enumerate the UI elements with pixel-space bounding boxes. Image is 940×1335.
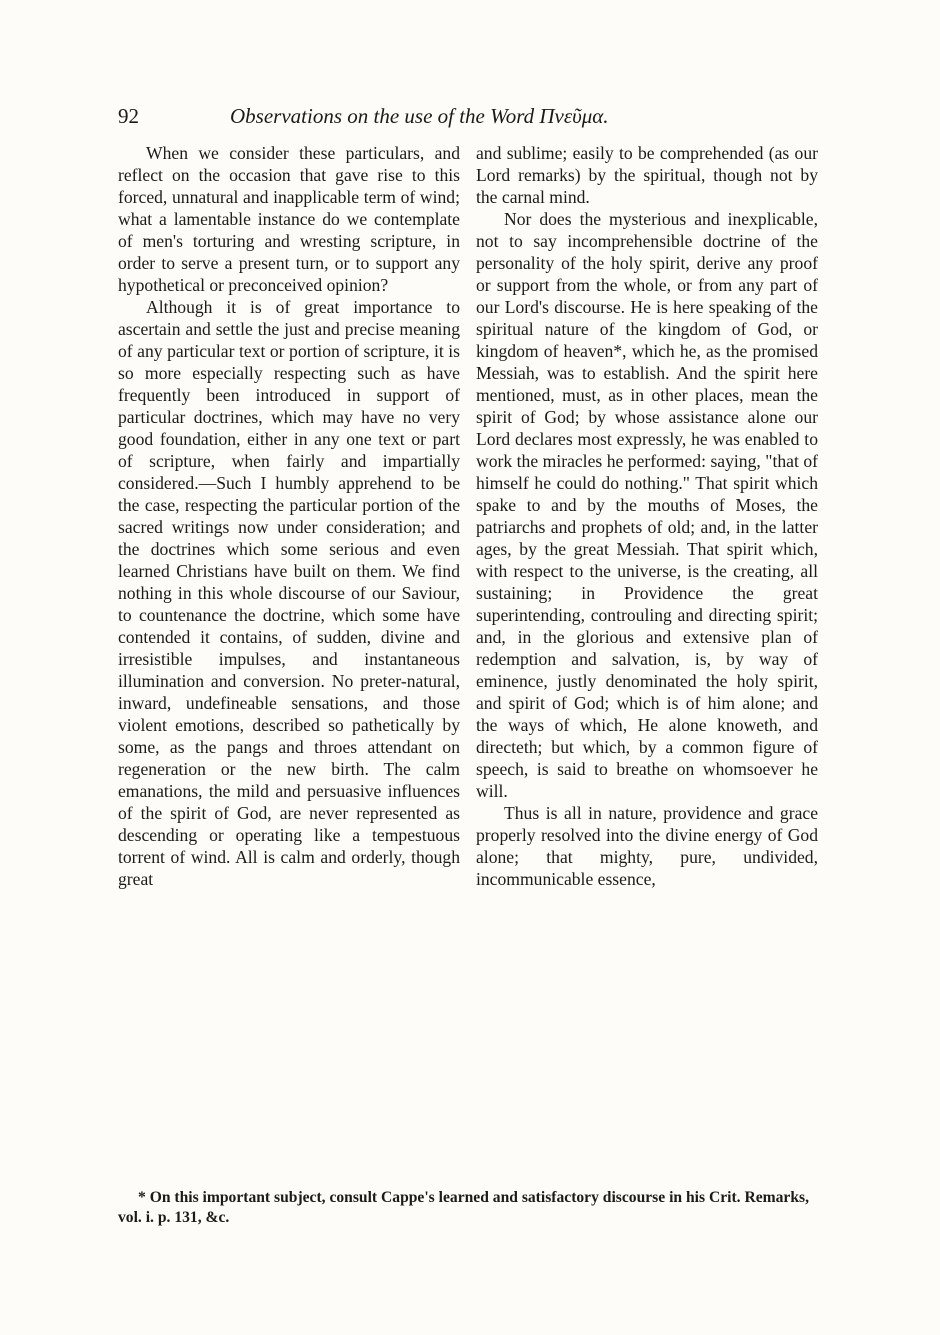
left-column — [118, 142, 460, 1176]
paragraph: and sublime; easily to be comprehended (as our Lord remarks) by the spiritual, though not by the carnal mind. — [476, 143, 818, 207]
page-header — [118, 104, 818, 134]
page-number: 92 — [118, 104, 139, 128]
footnote-text: * On this important subject, consult Cappe's learned and satisfactory discourse in his Crit. Remarks, vol. i. p. 131, &c. — [118, 1189, 809, 1226]
paragraph: Nor does the mysterious and inexplicable, not to say incomprehensible doctrine of the personality of the holy spirit, derive any proof or support from the whole, or from any part of our Lord's discourse. He is here speaking of the spiritual nature of the kingdom of God, or kingdom of heaven*, which he, as the promised Messiah, was to establish. And the spirit here mentioned, must, as in other places, mean the spirit of God; by whose assistance alone our Lord declares most expressly, he was enabled to work the miracles he performed: saying, "that of himself he could do nothing." That spirit which spake to and by the mouths of Moses, the patriarchs and prophets of old; and, in the latter ages, by the great Messiah. That spirit which, with respect to the universe, is the creating, all sustaining; in Providence the great superintending, controuling and directing spirit; and, in the glorious and extensive plan of redemption and salvation, is, by way of eminence, justly denominated the holy spirit, and spirit of God; which is of him alone; and the ways of which, He alone knoweth, and directeth; but which, by a common figure of speech, is said to breathe on whomsoever he will. — [476, 209, 818, 801]
paragraph: Although it is of great importance to ascertain and settle the just and precise meaning of any particular text or portion of scripture, it is so more especially respecting such as have frequently been introduced in support of particular doctrines, which may have no very good foundation, either in any one text or part of scripture, when fairly and impartially considered.—Such I humbly apprehend to be the case, respecting the particular portion of the sacred writings now under consideration; and the doctrines which some serious and even learned Christians have built on them. We find nothing in this whole discourse of our Saviour, to countenance the doctrine, which some have contended it contains, of sudden, divine and irresistible impulses, and instantaneous illumination and conversion. No preter-natural, inward, undefineable sensations, and those violent emotions, described so pathetically by some, as the pangs and throes attendant on regeneration or the new birth. The calm emanations, the mild and persuasive influences of the spirit of God, are never represented as descending or operating like a tempestuous torrent of wind. All is calm and orderly, though great — [118, 297, 460, 889]
right-column — [476, 142, 818, 1176]
paragraph: Thus is all in nature, providence and grace properly resolved into the divine energy of God alone; that mighty, pure, undivided, incommunicable essence, — [476, 803, 818, 889]
running-title: Observations on the use of the Word Πνεῦμα. — [230, 104, 609, 128]
paragraph: When we consider these particulars, and reflect on the occasion that gave rise to this forced, unnatural and inapplicable term of wind; what a lamentable instance do we contemplate of men's torturing and wresting scripture, in order to serve a present turn, or to support any hypothetical or preconceived opinion? — [118, 143, 460, 295]
footnote — [118, 1188, 818, 1228]
